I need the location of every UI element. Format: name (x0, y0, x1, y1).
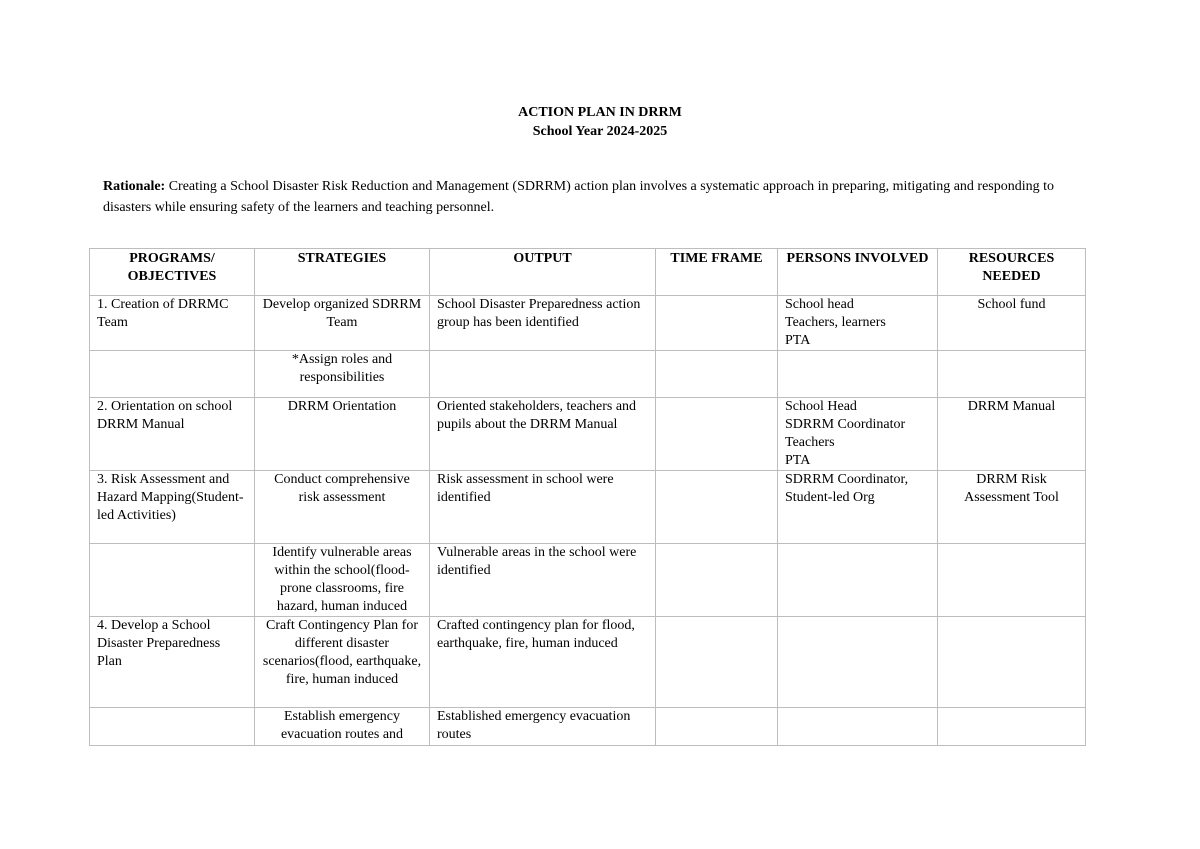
document-title: ACTION PLAN IN DRRM (518, 105, 682, 120)
output-cell (430, 351, 656, 398)
strategy-cell: DRRM Orientation (255, 398, 430, 471)
resources-cell (938, 544, 1086, 617)
strategy-cell: Establish emergency evacuation routes and (255, 708, 430, 746)
output-cell: Vulnerable areas in the school were identified (430, 544, 656, 617)
strategy-cell: Develop organized SDRRM Team (255, 296, 430, 351)
output-cell: Established emergency evacuation routes (430, 708, 656, 746)
program-cell (90, 544, 255, 617)
person-line: PTA (785, 333, 811, 348)
resources-cell: DRRM Risk Assessment Tool (938, 471, 1086, 544)
persons-cell (778, 544, 938, 617)
person-line: SDRRM Coordinator, (785, 472, 909, 487)
timeframe-cell (656, 471, 778, 544)
resources-cell (938, 351, 1086, 398)
output-cell: Risk assessment in school were identified (430, 471, 656, 544)
resources-cell (938, 708, 1086, 746)
header-resources-needed: RESOURCES NEEDED (938, 249, 1086, 296)
persons-cell (778, 617, 938, 708)
timeframe-cell (656, 617, 778, 708)
person-line: School head (785, 297, 854, 312)
header-strategies: STRATEGIES (255, 249, 430, 296)
persons-cell (778, 351, 938, 398)
program-cell (90, 708, 255, 746)
person-line: Teachers, learners (785, 315, 886, 330)
persons-cell (778, 471, 938, 544)
strategy-cell: Identify vulnerable areas within the school(flood-prone classrooms, fire hazard, human induced (255, 544, 430, 617)
document-header (0, 103, 1200, 141)
persons-cell (778, 296, 938, 351)
person-line: Teachers (785, 435, 835, 450)
program-cell: 4. Develop a School Disaster Preparedness Plan (90, 617, 255, 708)
table-row (90, 296, 1086, 351)
table-header-row (90, 249, 1086, 296)
program-cell: 1. Creation of DRRMC Team (90, 296, 255, 351)
header-output: OUTPUT (430, 249, 656, 296)
output-cell: School Disaster Preparedness action group has been identified (430, 296, 656, 351)
strategy-cell: *Assign roles and responsibilities (255, 351, 430, 398)
person-line: School Head (785, 399, 857, 414)
program-cell: 3. Risk Assessment and Hazard Mapping(Student-led Activities) (90, 471, 255, 544)
output-cell: Crafted contingency plan for flood, earthquake, fire, human induced (430, 617, 656, 708)
program-cell (90, 351, 255, 398)
header-programs: PROGRAMS/ OBJECTIVES (90, 249, 255, 296)
resources-cell (938, 617, 1086, 708)
rationale-label: Rationale: (103, 179, 166, 194)
school-year: School Year 2024-2025 (532, 124, 668, 139)
timeframe-cell (656, 544, 778, 617)
persons-cell (778, 708, 938, 746)
timeframe-cell (656, 351, 778, 398)
header-time-frame: TIME FRAME (656, 249, 778, 296)
resources-cell: DRRM Manual (938, 398, 1086, 471)
timeframe-cell (656, 296, 778, 351)
rationale-paragraph (103, 176, 1093, 218)
person-line: Student-led Org (785, 490, 875, 505)
timeframe-cell (656, 398, 778, 471)
persons-cell (778, 398, 938, 471)
header-persons-involved: PERSONS INVOLVED (778, 249, 938, 296)
person-line: SDRRM Coordinator (785, 417, 906, 432)
table-row (90, 351, 1086, 398)
strategy-cell: Craft Contingency Plan for different disaster scenarios(flood, earthquake, fire, human induced (255, 617, 430, 708)
table-row (90, 471, 1086, 544)
person-line: PTA (785, 453, 811, 468)
resources-cell: School fund (938, 296, 1086, 351)
strategy-cell: Conduct comprehensive risk assessment (255, 471, 430, 544)
timeframe-cell (656, 708, 778, 746)
table-row (90, 398, 1086, 471)
program-cell: 2. Orientation on school DRRM Manual (90, 398, 255, 471)
output-cell: Oriented stakeholders, teachers and pupils about the DRRM Manual (430, 398, 656, 471)
table-row (90, 544, 1086, 617)
table-row (90, 708, 1086, 746)
table-row (90, 617, 1086, 708)
rationale-text: Creating a School Disaster Risk Reduction and Management (SDRRM) action plan involves a systematic approach in preparing, mitigating and responding to disasters while ensuring safety of the learners and teaching personnel. (103, 179, 1055, 215)
action-plan-table (89, 248, 1086, 746)
